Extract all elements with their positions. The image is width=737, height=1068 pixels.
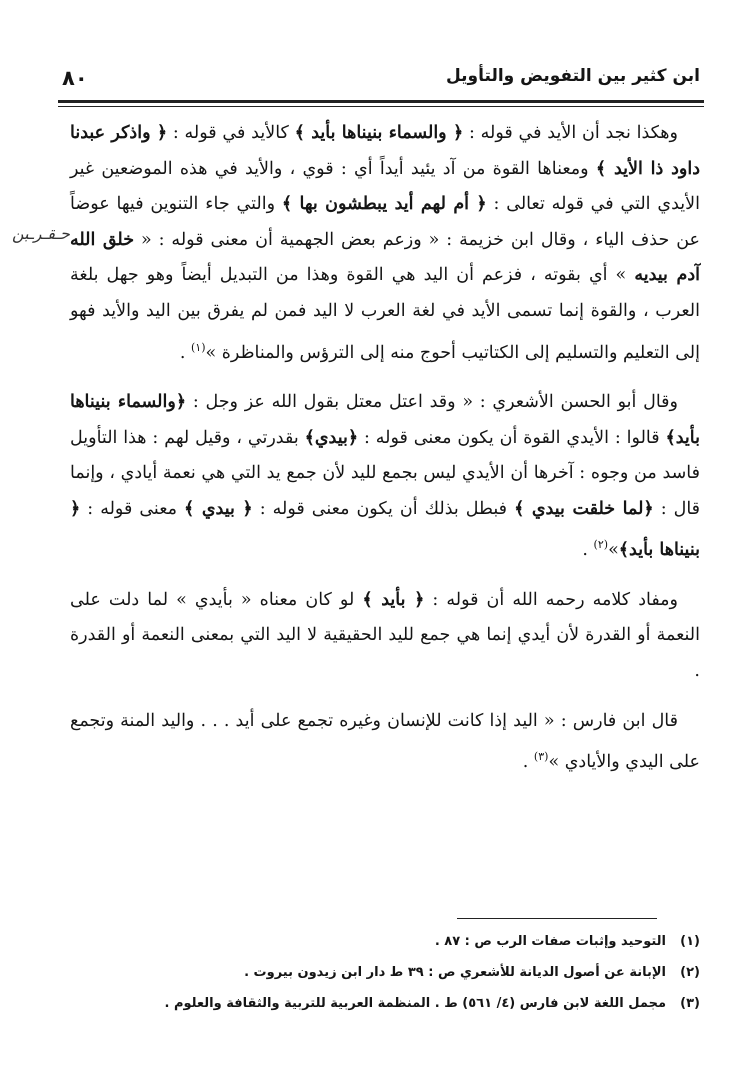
quote-segment: ﴿ واذكر عبدنا داود ذا الأيد ﴾	[70, 123, 701, 179]
footnote	[80, 988, 700, 1019]
text-segment: معنى قوله :	[80, 498, 185, 519]
footnote-number: (١)	[680, 934, 700, 949]
footnotes	[80, 926, 700, 1019]
footnote-separator	[457, 918, 657, 919]
text-segment: لو كان معناه « بأيدي » لما دلت على النعمة أو القدرة لأن أيدي إنما هي جمع لليد الحقيقية لا اليد التي بمعنى النعمة أو القدرة .	[70, 589, 700, 681]
footnote-text: الإبانة عن أصول الديانة للأشعري ص : ٣٩ ط دار ابن زيدون بيروت .	[244, 965, 666, 980]
quote-segment: ﴿والسماء بنيناها بأيد﴾	[70, 391, 700, 448]
footnote	[80, 926, 700, 957]
handwritten-margin-note: حـقـرـبن	[12, 224, 70, 243]
text-segment: قالوا : الأيدي القوة أن يكون معنى قوله :	[358, 427, 666, 448]
quote-segment: ﴿ أم لهم أيد يبطشون بها ﴾	[281, 194, 487, 215]
header-rule-thick	[58, 100, 704, 103]
text-segment: ومعناها القوة من آد يئيد أيداً أي : قوي ، والأيد في هذه الموضعين غير الأيدي التي في قوله تعالى :	[70, 158, 700, 215]
footnote-number: (٢)	[680, 965, 700, 980]
page-header	[62, 62, 700, 98]
text-segment: »	[608, 540, 619, 561]
quote-segment: ﴿لما خلقت بيدي ﴾	[514, 498, 654, 519]
quote-segment: ﴿بيدي﴾	[304, 427, 359, 448]
header-rule-thin	[58, 106, 704, 107]
footnote-reference[interactable]: (٣)	[533, 750, 549, 764]
sentence-end: .	[582, 540, 594, 561]
sentence-end: .	[522, 751, 534, 772]
text-segment: » أي بقوته ، فزعم أن اليد هي القوة وهذا من التبديل أيضاً وهو جهل بلغة العرب ، والقوة إنما تسمى الأيد في لغة العرب لا اليد فمن لم يفرق بين اليد والأيد فهو إلى التعليم والتسليم إلى الكتاتيب أحوج منه إلى الترؤس والمناظرة »	[70, 265, 700, 363]
paragraph	[70, 116, 700, 371]
quote-segment: ﴿ بأيد ﴾	[362, 589, 425, 610]
main-text	[70, 116, 700, 795]
footnote	[80, 957, 700, 988]
quote-segment: خلق الله آدم بيديه	[70, 229, 700, 286]
footnote-number: (٣)	[680, 996, 700, 1011]
quote-segment: ﴿ بيدي ﴾	[184, 498, 253, 519]
quote-segment: ﴿ والسماء بنيناها بأيد ﴾	[294, 123, 464, 143]
text-segment: وهكذا نجد أن الأيد في قوله :	[463, 123, 678, 143]
paragraph	[70, 385, 700, 569]
quote-segment: ﴿ بنيناها بأيد﴾	[70, 498, 700, 561]
text-segment: والتي جاء التنوين فيها عوضاً عن حذف الياء ، وقال ابن خزيمة : « وزعم بعض الجهمية أن معنى قوله : «	[70, 194, 700, 250]
text-segment: بقدرتي ، وقيل لهم : هذا التأويل فاسد من وجوه : آخرها أن الأيدي ليس بجمع لليد لأن جمع يد التي هي نعمة أيادي ، وإنما قال :	[70, 427, 701, 519]
text-segment: ومفاد كلامه رحمه الله أن قوله :	[424, 589, 679, 610]
page-number: ٨٠	[62, 66, 88, 90]
footnote-text: مجمل اللغة لابن فارس (٤/ ٥٦١) ط . المنظمة العربية للتربية والثقافة والعلوم .	[164, 996, 666, 1011]
text-segment: فبطل بذلك أن يكون معنى قوله :	[252, 498, 515, 519]
paragraph	[70, 704, 700, 781]
text-segment: وقال أبو الحسن الأشعري : « وقد اعتل معتل بقول الله عز وجل :	[186, 391, 678, 412]
paragraph	[70, 583, 700, 690]
running-title: ابن كثير بين التفويض والتأويل	[446, 66, 700, 86]
text-segment: كالأيد في قوله :	[167, 123, 295, 143]
footnote-reference[interactable]: (١)	[190, 340, 206, 354]
footnote-text: التوحيد وإثبات صفات الرب ص : ٨٧ .	[434, 934, 666, 949]
sentence-end: .	[179, 342, 191, 363]
text-segment: قال ابن فارس : « اليد إذا كانت للإنسان وغيره تجمع على أيد . . . واليد المنة وتجمع على اليدي والأيادي »	[70, 710, 700, 772]
footnote-reference[interactable]: (٢)	[593, 538, 609, 552]
